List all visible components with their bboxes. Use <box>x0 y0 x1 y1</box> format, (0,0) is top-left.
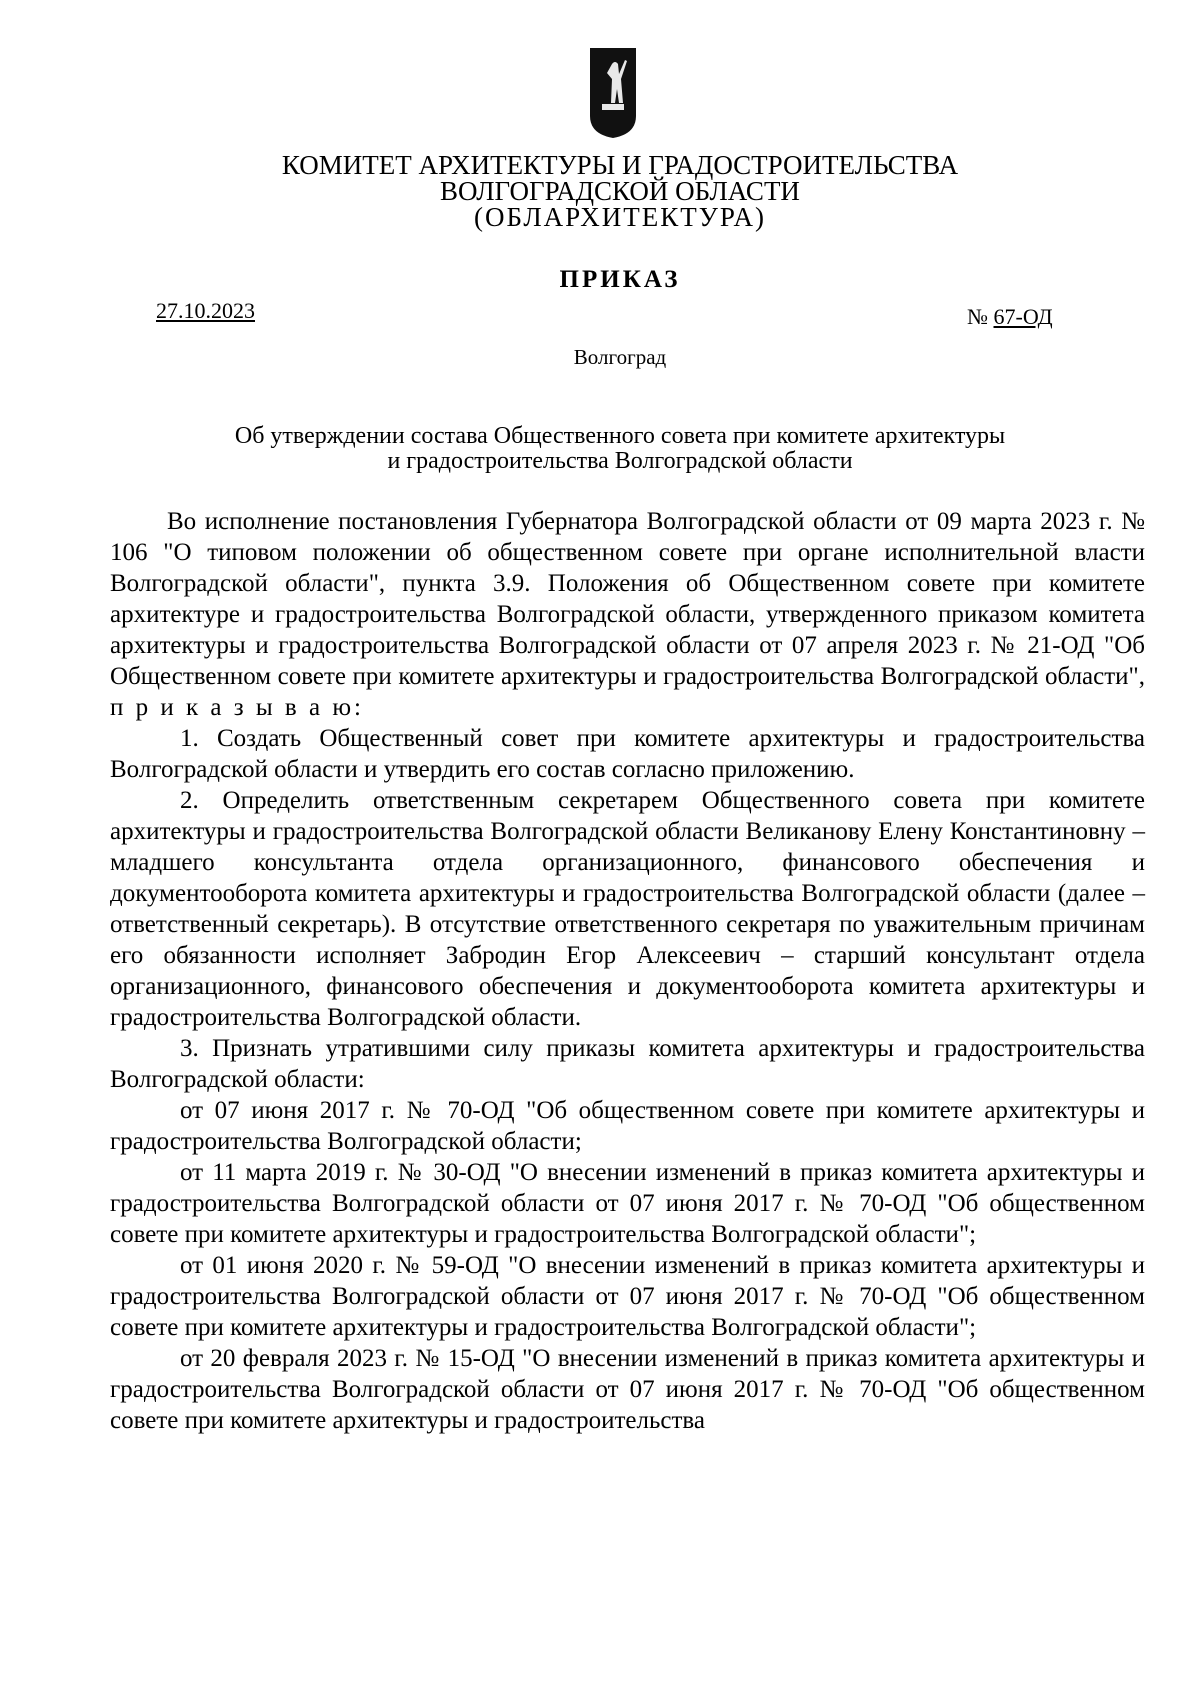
document-type-title: ПРИКАЗ <box>559 266 681 293</box>
clause-3: 3. Признать утратившими силу приказы комитета архитектуры и градостроительства Волгоградской области: <box>110 1035 1145 1093</box>
organization-header <box>0 152 1200 230</box>
clause-3-subitem-4: от 20 февраля 2023 г. № 15-ОД "О внесении изменений в приказ комитета архитектуры и градостроительства Волгоградской области от 07 июня 2017 г. № 70-ОД "Об общественном совете при комитете архитектуры и градостроительства <box>110 1345 1145 1434</box>
volgograd-coat-of-arms-icon <box>588 44 638 140</box>
clause-3-subitem-1: от 07 июня 2017 г. № 70-ОД "Об общественном совете при комитете архитектуры и градостроительства Волгоградской области; <box>110 1097 1145 1155</box>
clause-1: 1. Создать Общественный совет при комитете архитектуры и градостроительства Волгоградской области и утвердить его состав согласно приложению. <box>110 725 1145 783</box>
preamble-paragraph <box>110 506 1145 723</box>
preamble-decree: п р и к а з ы в а ю: <box>110 694 364 721</box>
order-city: Волгоград <box>573 345 667 369</box>
order-number-prefix: № <box>967 304 994 329</box>
order-date: 27.10.2023 <box>156 298 255 323</box>
clause-3-subitem-3: от 01 июня 2020 г. № 59-ОД "О внесении изменений в приказ комитета архитектуры и градостроительства Волгоградской области от 07 июня 2017 г. № 70-ОД "Об общественном совете при комитете архитектуры и градостроительства Волгоградской области"; <box>110 1252 1145 1341</box>
clause-2: 2. Определить ответственным секретарем Общественного совета при комитете архитектуры и градостроительства Волгоградской области Великанову Елену Константиновну – младшего консультанта отдела организационного, финансового обеспечения и документооборота комитета архитектуры и градостроительства Волгоградской области (далее – ответственный секретарь). В отсутствие ответственного секретаря по уважительным причинам его обязанности исполняет Забродин Егор Алексеевич – старший консультант отдела организационного, финансового обеспечения и документооборота комитета архитектуры и градостроительства Волгоградской области. <box>110 787 1145 1031</box>
order-number <box>967 304 1053 330</box>
subject-line2: и градостроительства Волгоградской области <box>387 448 853 474</box>
subject-line1: Об утверждении состава Общественного совета при комитете архитектуры <box>234 423 1006 449</box>
clause-3-subitem-2: от 11 марта 2019 г. № 30-ОД "О внесении изменений в приказ комитета архитектуры и градостроительства Волгоградской области от 07 июня 2017 г. № 70-ОД "Об общественном совете при комитете архитектуры и градостроительства Волгоградской области"; <box>110 1159 1145 1248</box>
org-name-line1: КОМИТЕТ АРХИТЕКТУРЫ И ГРАДОСТРОИТЕЛЬСТВА <box>281 150 959 180</box>
order-number-value: 67-ОД <box>993 304 1053 329</box>
org-short-name: (ОБЛАРХИТЕКТУРА) <box>474 202 766 232</box>
preamble-text: Во исполнение постановления Губернатора Волгоградской области от 09 марта 2023 г. № 106 "О типовом положении об общественном совете при органе исполнительной власти Волгоградской области", пункта 3.9. Положения об Общественном совете при комитете архитектуре и градостроительства Волгоградской области, утвержденного приказом комитета архитектуры и градостроительства Волгоградской области от 07 апреля 2023 г. № 21-ОД "Об Общественном совете при комитете архитектуры и градостроительства Волгоградской области", <box>110 508 1145 690</box>
org-name-line2: ВОЛГОГРАДСКОЙ ОБЛАСТИ <box>440 176 800 206</box>
order-body <box>110 506 1145 1436</box>
order-subject <box>150 424 1090 474</box>
